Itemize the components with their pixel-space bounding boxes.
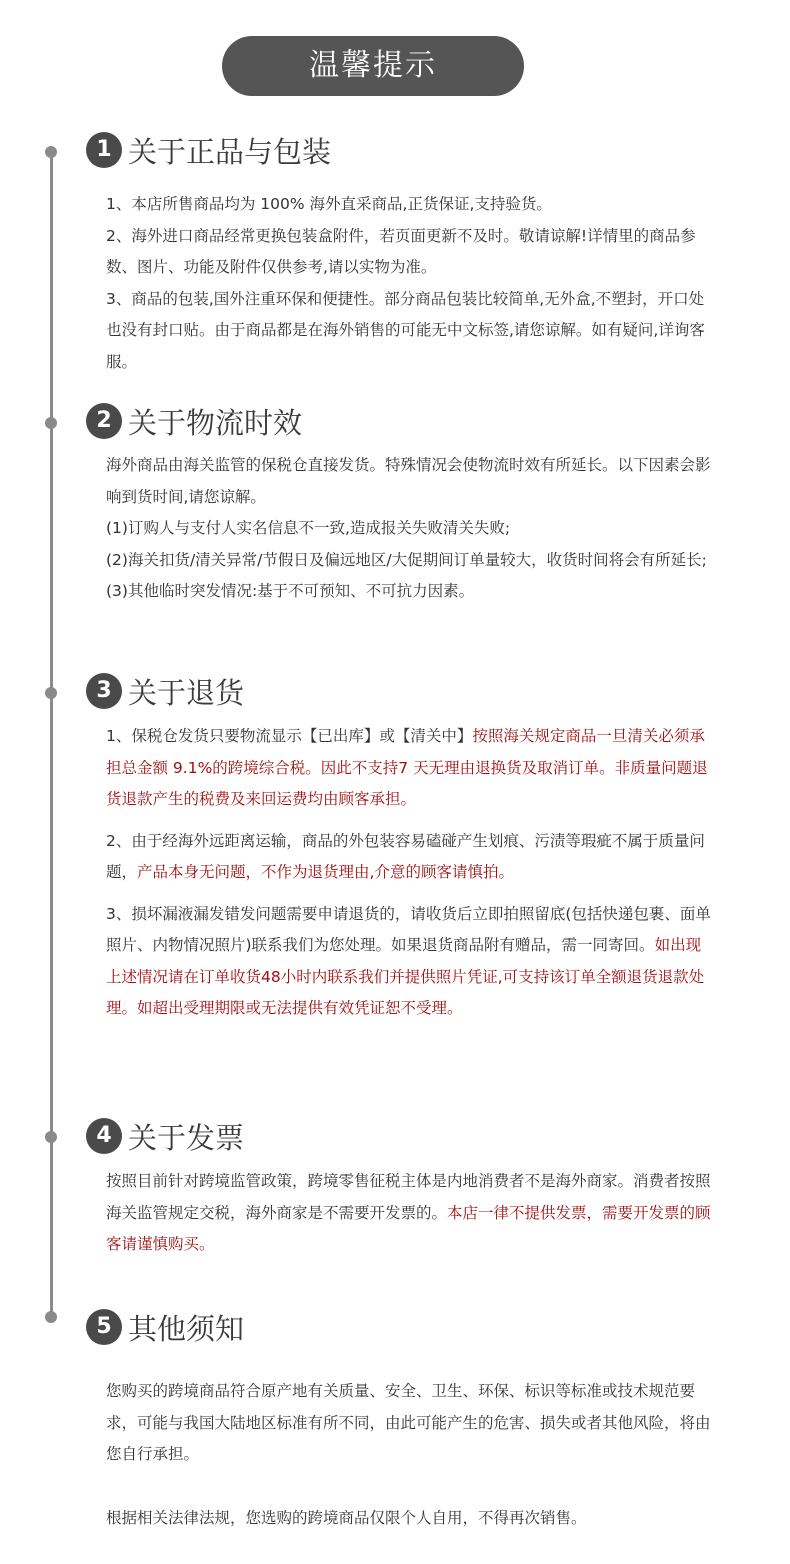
- tips-banner: 温馨提示: [222, 36, 524, 96]
- section-number-badge: 5: [86, 1309, 122, 1345]
- section-title: 关于正品与包装: [128, 134, 332, 169]
- section-1-body: [106, 189, 714, 378]
- timeline-dot: [45, 146, 57, 158]
- timeline-dot: [45, 417, 57, 429]
- section-2-header: [86, 401, 302, 441]
- section-number-badge: 4: [86, 1118, 122, 1154]
- section-4-body: [106, 1166, 714, 1261]
- paragraph: 根据相关法律法规，您选购的跨境商品仅限个人自用，不得再次销售。: [106, 1508, 587, 1527]
- section-title: 其他须知: [128, 1311, 245, 1346]
- section-number-badge: 3: [86, 673, 122, 709]
- highlight-text: 产品本身无问题，不作为退货理由,介意的顾客请慎拍。: [137, 863, 514, 881]
- section-3-body: [106, 721, 714, 1025]
- paragraph: (1)订购人与支付人实名信息不一致,造成报关失败清关失败;: [106, 519, 511, 537]
- paragraph: 2、海外进口商品经常更换包装盒附件，若页面更新不及时。敬请谅解!详情里的商品参数、图片、功能及附件仅供参考,请以实物为准。: [106, 226, 696, 276]
- paragraph: [106, 721, 714, 816]
- paragraph: [106, 826, 714, 889]
- section-1-header: [86, 130, 331, 170]
- paragraph: (2)海关扣货/清关异常/节假日及偏远地区/大促期间订单量较大，收货时间将会有所延长;: [106, 550, 707, 569]
- timeline-dot: [45, 1311, 57, 1323]
- highlight-text: 按照海关规定商品一旦清关必须承担总金额 9.1%的跨境综合税。因此不支持7 天无理由退换货及取消订单。非质量问题退货退款产生的税费及来回运费均由顾客承担。: [106, 727, 708, 808]
- paragraph: [106, 899, 714, 1025]
- paragraph: (3)其他临时突发情况:基于不可预知、不可抗力因素。: [106, 582, 475, 600]
- section-number-badge: 1: [86, 132, 122, 168]
- paragraph: 1、本店所售商品均为 100% 海外直采商品,正货保证,支持验货。: [106, 195, 552, 213]
- text-span: 2、由于经海外远距离运输，商品的外包装容易磕碰产生划痕、污渍等瑕疵不属于质量问题，: [106, 831, 705, 881]
- section-5-header: [86, 1307, 244, 1347]
- paragraph: 您购买的跨境商品符合原产地有关质量、安全、卫生、环保、标识等标准或技术规范要求，可能与我国大陆地区标准有所不同，由此可能产生的危害、损失或者其他风险，将由您自行承担。: [106, 1382, 711, 1463]
- paragraph: 3、商品的包装,国外注重环保和便捷性。部分商品包装比较简单,无外盒,不塑封，开口处也没有封口贴。由于商品都是在海外销售的可能无中文标签,请您谅解。如有疑问,详询客服。: [106, 289, 705, 371]
- text-span: 3、损坏漏液漏发错发问题需要申请退货的，请收货后立即拍照留底(包括快递包裹、面单照片、内物情况照片)联系我们为您处理。如果退货商品附有赠品，需一同寄回。: [106, 904, 711, 954]
- highlight-text: 本店一律不提供发票，需要开发票的顾客请谨慎购买。: [106, 1203, 711, 1253]
- timeline-dot: [45, 1131, 57, 1143]
- text-span: 按照目前针对跨境监管政策，跨境零售征税主体是内地消费者不是海外商家。消费者按照海关监管规定交税，海外商家是不需要开发票的。: [106, 1172, 711, 1222]
- paragraph: 海外商品由海关监管的保税仓直接发货。特殊情况会使物流时效有所延长。以下因素会影响到货时间,请您谅解。: [106, 456, 711, 506]
- section-4-header: [86, 1116, 244, 1156]
- section-number-badge: 2: [86, 403, 122, 439]
- section-3-header: [86, 671, 244, 711]
- section-title: 关于发票: [128, 1120, 245, 1155]
- section-title: 关于退货: [128, 675, 245, 710]
- text-span: 1、保税仓发货只要物流显示【已出库】或【清关中】: [106, 727, 473, 745]
- highlight-text: 如出现上述情况请在订单收货48小时内联系我们并提供照片凭证,可支持该订单全额退货退款处理。如超出受理期限或无法提供有效凭证恕不受理。: [106, 936, 705, 1017]
- paragraph: [106, 1166, 714, 1261]
- section-5-body: [106, 1376, 714, 1534]
- section-title: 关于物流时效: [128, 405, 303, 440]
- section-2-body: [106, 450, 714, 608]
- timeline-dot: [45, 687, 57, 699]
